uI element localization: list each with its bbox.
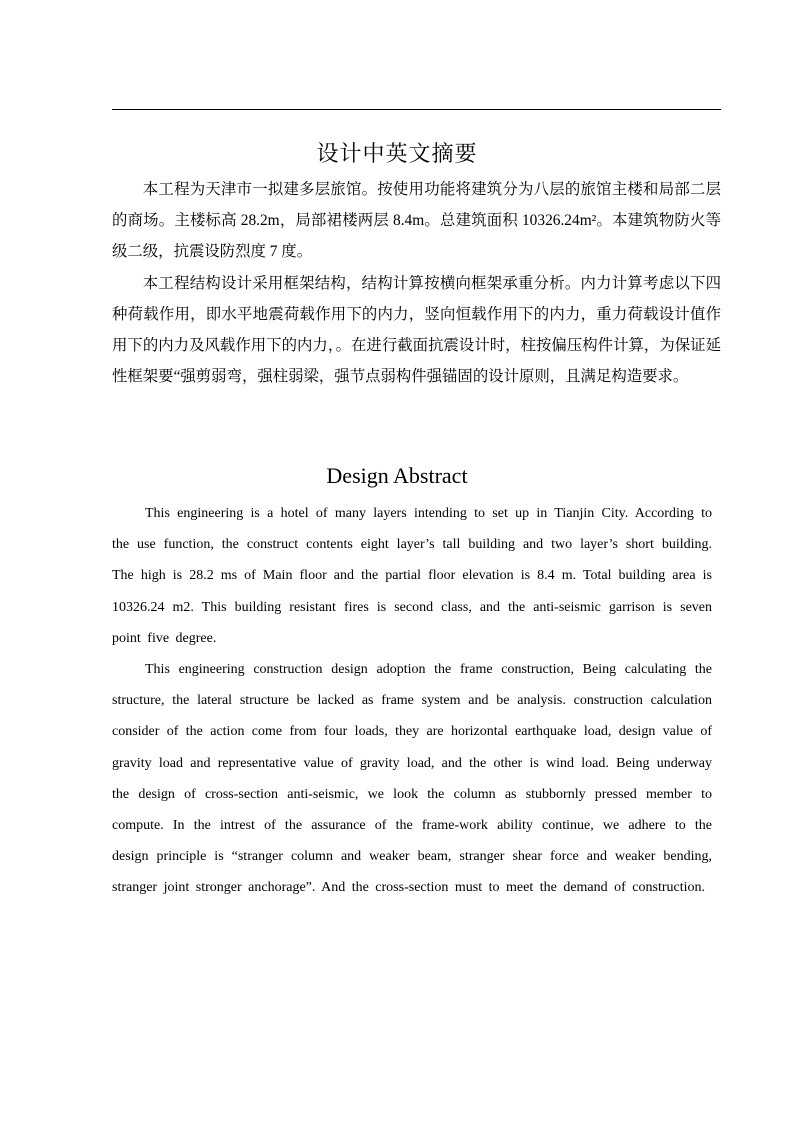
english-paragraph-2: This engineering construction design adoption the frame construction, Being calculating the structure, the lateral structure be lacked as frame system and be analysis. construction calculation consider of the action come from four loads, they are horizontal earthquake load, design value of gravity load and representative value of gravity load, and the other is wind load. Being underway the design of cross-section anti-seismic, we look the column as stubbornly pressed member to compute. In the intrest of the assurance of the frame-work ability continue, we adhere to the design principle is “stranger column and weaker beam, stranger shear force and weaker bending, stranger joint stronger anchorage”. And the cross-section must to meet the demand of construction. [112, 662, 712, 896]
english-abstract-title: Design Abstract [326, 463, 468, 488]
english-paragraph-1: This engineering is a hotel of many layers intending to set up in Tianjin City. According to the use function, the construct contents eight layer’s tall building and two layer’s short building. The high is 28.2 ms of Main floor and the partial floor elevation is 8.4 m. Total building area is 10326.24 m2. This building resistant fires is second class, and the anti-seismic garrison is seven point five degree. [112, 506, 712, 646]
chinese-paragraph-1: 本工程为天津市一拟建多层旅馆。按使用功能将建筑分为八层的旅馆主楼和局部二层的商场。主楼标高 28.2m，局部裙楼两层 8.4m。总建筑面积 10326.24m²。本建筑物防火等级二级，抗震设防烈度 7 度。 [112, 181, 721, 261]
chinese-abstract-body [112, 174, 721, 392]
english-abstract-body [112, 498, 712, 904]
header-rule [112, 109, 721, 110]
chinese-abstract-title: 设计中英文摘要 [316, 141, 478, 166]
chinese-paragraph-2: 本工程结构设计采用框架结构，结构计算按横向框架承重分析。内力计算考虑以下四种荷载作用，即水平地震荷载作用下的内力，竖向恒载作用下的内力，重力荷载设计值作用下的内力及风载作用下的内力，。在进行截面抗震设计时，柱按偏压构件计算，为保证延性框架要“强剪弱弯，强柱弱梁，强节点弱构件强锚固的设计原则，且满足构造要求。 [112, 274, 721, 386]
